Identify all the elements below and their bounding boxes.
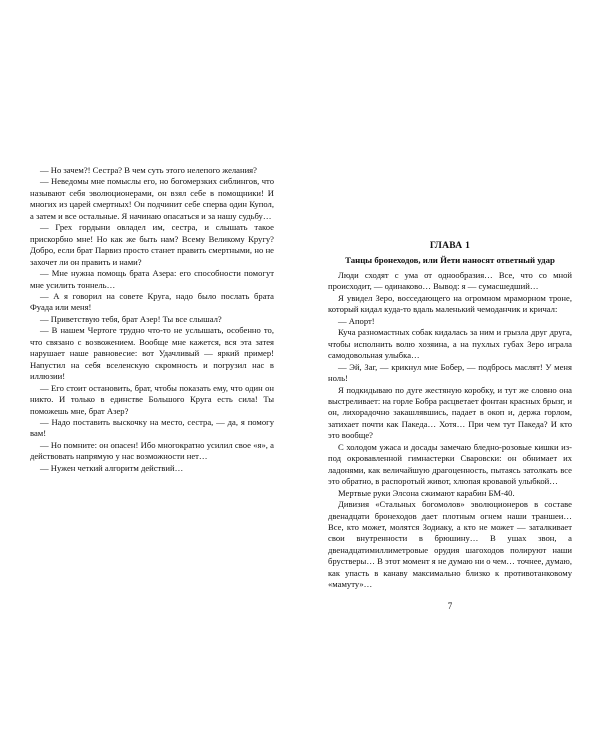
right-page-text: [328, 270, 572, 591]
paragraph: С холодом ужаса и досады замечаю бледно-розовые кишки из-под окровавленной гимнастерки Сваровски: он обнимает их ладонями, как величайшую драгоценность, пытаясь затолкать все это обратно, в распоротый живот, хлюпая кровавой улыбкой…: [328, 441, 572, 487]
paragraph: — А я говорил на совете Круга, надо было послать брата Фуада или меня!: [30, 290, 274, 313]
chapter-number: ГЛАВА 1: [429, 241, 471, 251]
paragraph: — Надо поставить выскочку на место, сестра, — да, я помогу вам!: [30, 416, 274, 439]
paragraph: — Но зачем?! Сестра? В чем суть этого нелепого желания?: [40, 165, 257, 175]
chapter-title: Танцы бронеходов, или Йети наносят ответный удар: [345, 255, 555, 265]
paragraph: — Грех гордыни овладел им, сестра, и слышать такое прискорбно мне! Но как же быть нам? Всему Великому Кругу? Добро, если брат Парвиз просто станет править смертными, но не захочет ли он править и нами?: [30, 222, 274, 267]
paragraph: — Нужен четкий алгоритм действий…: [40, 462, 184, 473]
paragraph: Дивизия «Стальных богомолов» эволюционеров в составе двенадцати бронеходов дает плотным огнем наши траншеи… Все, кто может, молятся Зодиаку, а кто не может — заталкивает свои внутренности в брюшину… В ушах звон, а двенадцатимиллиметровые орудия шагоходов полируют наши брустверы… В этот момент я не думаю ни о чем… точнее, думаю, как упасть в канаву максимально близко к противотанковому «мамуту»…: [328, 499, 572, 590]
paragraph: Я подкидываю по дуге жестяную коробку, и тут же словно она выстреливает: на горле Бобра расцветает фонтан красных брызг, и он, лихорадочно закашлявшись, падает в окоп и, держа горлом, затихает почти как Пакеда… Хотя… При чем тут Пакеда? И кто это вообще?: [328, 384, 572, 441]
paragraph: Я увидел Зеро, восседающего на огромном мраморном троне, который кидал куда-то вдаль маленький чемоданчик и кричал:: [328, 292, 572, 315]
paragraph: Куча разномастных собак кидалась за ним и грызла друг друга, чтобы исполнить волю хозяина, а на пухлых губах Зеро играла самодовольная улыбка…: [328, 327, 572, 361]
right-page: [300, 0, 600, 750]
paragraph: — В нашем Чертоге трудно что-то не услышать, особенно то, что связано с возвожением. Вообще мне кажется, вся эта затея нарушает наше равновесие: вот Удачливый — яркий пример! Напустил на себя вселенскую скромность и погрузил нас в иллюзии!: [30, 325, 274, 382]
page-number: 7: [447, 601, 453, 611]
paragraph: — Мне нужна помощь брата Азера: его способности помогут мне усилить тоннель…: [30, 268, 274, 290]
paragraph: — Эй, Заг, — крикнул мне Бобер, — подбрось маслят! У меня ноль!: [328, 361, 572, 384]
paragraph: Люди сходят с ума от однообразия… Все, что со мной происходит, — одинаково… Вывод: я — сумасшедший…: [328, 270, 572, 292]
left-page-text: [30, 165, 274, 474]
chapter-heading: [328, 240, 572, 266]
paragraph: — Его стоит остановить, брат, чтобы показать ему, что один он никто. И только в единстве Большого Круга есть сила! Ты поможешь мне, брат Азер?: [30, 382, 274, 416]
paragraph: — Апорт!: [338, 315, 375, 326]
paragraph: Мертвые руки Элсона сжимают карабин БМ-40.: [338, 487, 515, 498]
paragraph: — Но помните: он опасен! Ибо многократно усилил свое «я», а действовать напрямую у нас возможности нет…: [30, 439, 274, 462]
paragraph: — Приветствую тебя, брат Азер! Ты все слышал?: [40, 313, 222, 324]
paragraph: — Неведомы мне помыслы его, но богомерзких сиблингов, что называют себя эволюционерами, он взял себе в помощники! И многих из царей смертных! Он подчинит себе сперва один Купол, а затем и все остальные. Я начинаю опасаться и за нашу судьбу…: [30, 176, 274, 221]
